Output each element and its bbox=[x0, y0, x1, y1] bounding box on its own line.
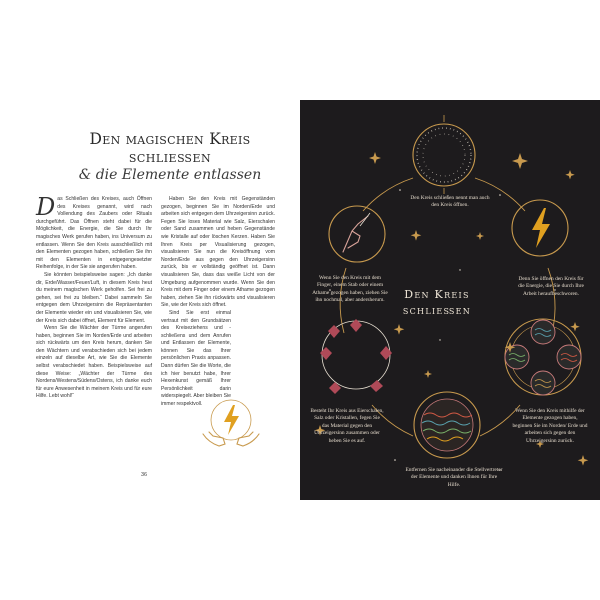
caption-bottom-right: Wenn Sie den Kreis mithilfe der Elemente gezogen haben, beginnen Sie im Norden/ Erde und arbeiten sich gegen den Uhrzeigersinn zurück. bbox=[512, 408, 588, 444]
text-column-1 bbox=[36, 193, 152, 401]
page-number: 36 bbox=[141, 472, 148, 478]
lightning-icon bbox=[224, 405, 239, 435]
caption-bottom-left: Besteht Ihr Kreis aus Eierschalen, Salz oder Kristallen, fegen Sie das Material gegen den Uhrzeigersinn zusammen oder heben Sie es auf. bbox=[310, 408, 384, 444]
diagram-center-title bbox=[402, 287, 472, 319]
paragraph: Wenn Sie die Wächter der Türme angerufen haben, beginnen Sie im Norden/Erde und arbeiten sich rückwärts um den Kreis herum, danken Sie den Wächtern und verabschieden sich bei jedem einzeln auf dieselbe Art, wie Sie die Elemente selbst verabschiedet haben. Beispielsweise auf diese Weise: „Wächter der Türme des Nordens/Westens/Südens/Ostens, ich danke euch für eure Anwesenheit in meinem Kreis und für eure Hilfe. Lebt wohl!“ bbox=[36, 325, 152, 400]
dotted-ring-icon bbox=[413, 115, 475, 194]
hand-icon bbox=[329, 206, 385, 262]
title-subtitle: & die Elemente entlassen bbox=[78, 167, 262, 183]
title-line-2: schließen bbox=[128, 148, 212, 166]
caption-bottom: Entfernen Sie nacheinander die Stellvertreter der Elemente und danken Ihnen für Ihre Hilfe. bbox=[405, 467, 503, 488]
stitched-circle-icon bbox=[414, 392, 480, 458]
caption-left: Wenn Sie den Kreis mit dem Finger, einem Stab oder einem Athame gezogen haben, ziehen Sie ihn nochmal, aber andersherum. bbox=[312, 275, 388, 304]
drop-cap: D bbox=[36, 193, 56, 221]
title-line-1: Den magischen Kreis bbox=[89, 130, 251, 148]
page-title bbox=[60, 130, 280, 185]
elements-circle-icon bbox=[505, 319, 581, 395]
paragraph: Sind Sie erst einmal vertraut mit den Grundsätzen des Kreiseziehens und -schließens und dem Anrufen und Entlassen der Elemente, können Sie das Ihrer persönlichen Praxis anpassen. Dann dürfen Sie die Worte, die ich hier benutzt habe, Ihrer Hexenkunst gemäß Ihrer Persönlichkeit darin widerspiegelt. Aber bleiben Sie immer respektvoll. bbox=[161, 309, 231, 408]
lightning-icon bbox=[512, 200, 568, 256]
crystals-icon bbox=[320, 319, 392, 394]
paragraph: as Schließen des Kreises, auch Öffnen des Kreises genannt, wird nach Vollendung des Zaubers oder Rituals durchgeführt. Das Öffnen steht dabei für die Möglichkeit, die Energie, die Sie durch Ihr magisches Werk gerufen haben, ins Universum zu entlassen. Wenn Sie den Kreis ausschließlich mit den Elementen gezogen haben, schließen Sie ihn mit den Elementen in entgegengesetzter Reihenfolge, in der Sie sie angerufen haben. bbox=[36, 196, 152, 271]
center-title-line-2: schließen bbox=[402, 304, 472, 317]
caption-right: Denn Sie öffnen den Kreis für die Energie, die Sie durch Ihre Arbeit heraufbeschworen. bbox=[518, 276, 584, 297]
text-column-2 bbox=[161, 196, 275, 409]
paragraph: Sie könnten beispielsweise sagen: „Ich danke dir, Erde/Wasser/Feuer/Luft, in diesem Kreis heut du meinem magischen Werk geholfen. Sei frei zu gehen, sei frei zu bleiben.“ Dabei sammeln Sie entgegen dem Uhrzeigersinn die Repräsentanten der Elemente wieder ein und visualisieren Sie, wie der Kreis sich dabei öffnet, Element für Element. bbox=[36, 271, 152, 324]
lightning-hands-emblem bbox=[195, 392, 267, 460]
hand-icon bbox=[203, 432, 259, 446]
caption-top: Den Kreis schließen nennt man auch den Kreis öffnen. bbox=[410, 195, 490, 209]
center-title-line-1: Den Kreis bbox=[404, 288, 470, 301]
paragraph: Haben Sie den Kreis mit Gegenständen gezogen, beginnen Sie im Norden/Erde und arbeiten sich entgegen dem Uhrzeigersinn zurück. Fegen Sie loses Material wie Salz, Eierschalen oder Sand zusammen und heben Gegenstände wie Kristalle auf oder löschen Kerzen. Haben Sie Ihren Kreis per Visualisierung gezogen, visualisieren Sie nun die Kreisöffnung vom Norden/Erde aus gegen den Uhrzeigersinn zurück, bis er vollständig geöffnet ist. Dann visualisieren Sie, dass das weiße Licht von der Umgebung aufgenommen wurde. Wenn Sie den Kreis mit dem Finger oder einem Athame gezogen haben, ziehen Sie ihn rückwärts und visualisieren Sie, wie der Kreis sich öffnet. bbox=[161, 196, 275, 309]
